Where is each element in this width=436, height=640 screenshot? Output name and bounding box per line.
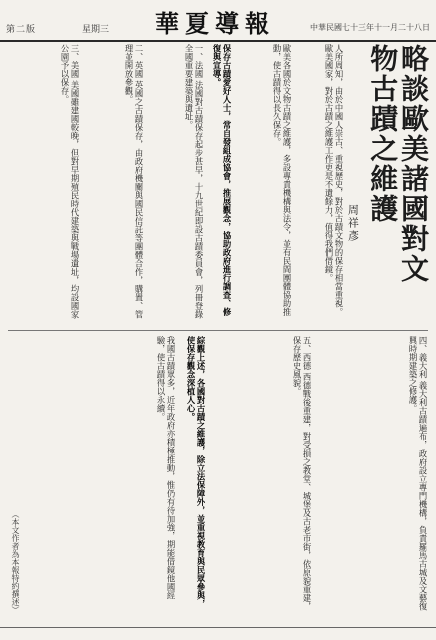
edition-label: 第二版 [6,25,37,35]
article-subheading-1: 保存古蹟愛好人士，常自發組成協會，推展觀念，協助政府進行調查、修復與宣導。 [212,44,232,316]
article-column-2: 歐美各國於文物古蹟之維護，多設專責機構與法令，並有民間團體協助推動，使古蹟得以長久保存。 [272,44,292,316]
article-column-5: 三、美國 美國雖建國較晚，但對早期殖民時代建築與戰場遺址，均設國家公園予以保存。 [60,44,80,319]
article-column-3: 一、法國 法國對古蹟保存起步甚早，十九世紀即設古蹟委員會，列冊登錄全國重要建築與遺址。 [184,44,204,319]
footer-note: （本文作者為本報特約撰述） [11,510,20,614]
article-column-6: 四、義大利 義大利古蹟遍布，政府設立專門機構，負責羅馬古城及文藝復興時期建築之修護。 [408,336,428,611]
article-author: 周祥彥 [346,204,360,243]
article-column-4: 二、英國 英國之古蹟保存，由政府機關與國民信託等團體合作，購置、管理並開放參觀。 [124,44,144,319]
article-title-block [348,44,428,294]
footer-rule [0,627,436,628]
article-column-8: 我國古蹟眾多，近年政府亦積極推動，惟仍有待加強，期能借鏡他國經驗，使古蹟得以永續。 [156,336,176,600]
article-body [8,44,428,634]
article-column-1: 人所周知，由於中國人崇古、重視歷史，對於古蹟文物的保存相當重視。歐美國家，對於古蹟之維護工作更是不遺餘力，值得我們借鏡。 [324,44,344,316]
article-subheading-2: 綜觀上述，各國對古蹟之維護，除立法保障外，並重視教育與民眾參與，使保存觀念深植人心。 [186,336,206,608]
page-header [0,0,436,42]
article-title: 略談歐美諸國對文物古蹟之維護 [366,44,430,284]
date-label: 中華民國七十三年十一月二十八日 [310,23,430,32]
article-column-7: 五、西德 西德戰後重建，對受損之教堂、城堡及古老市街，依原貌重建，保存歷史風貌。 [292,336,312,611]
band-divider-1 [8,330,428,331]
weekday-label: 星期三 [82,25,110,35]
masthead-title: 華夏導報 [155,8,275,38]
